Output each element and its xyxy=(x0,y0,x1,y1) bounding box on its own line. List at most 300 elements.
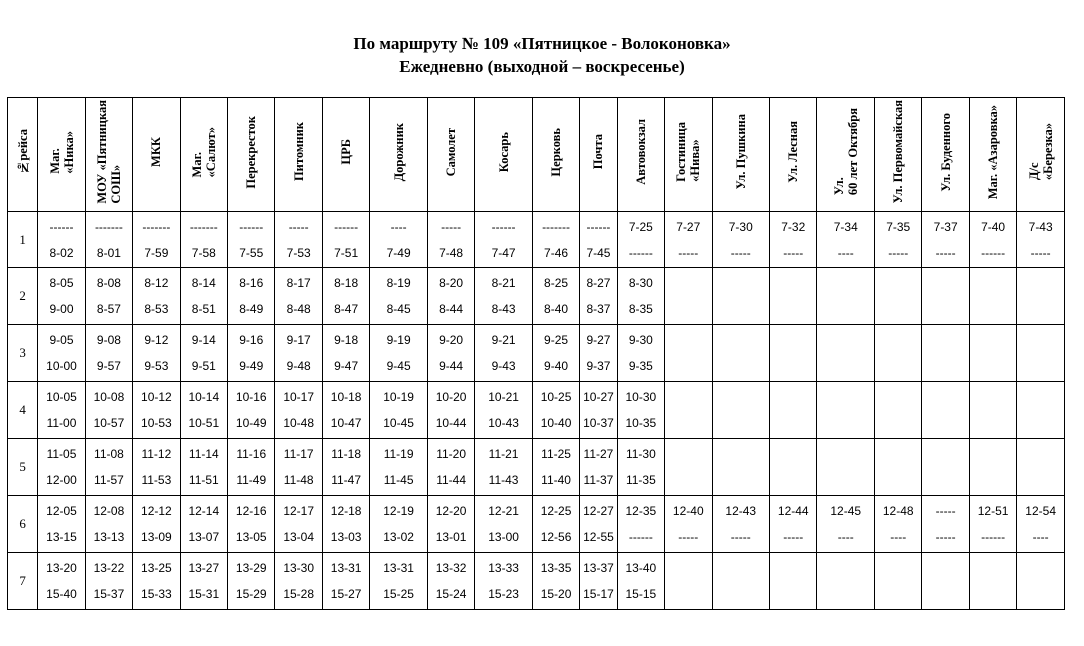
time-out xyxy=(922,270,968,296)
table-cell xyxy=(228,496,275,553)
table-cell xyxy=(427,268,474,325)
time-back: 8-37 xyxy=(586,302,611,316)
time-out: 11-14 xyxy=(188,447,219,461)
time-out: 8-18 xyxy=(334,276,359,290)
time-back xyxy=(713,410,770,436)
time-out xyxy=(875,327,921,353)
table-cell xyxy=(617,325,664,382)
time-out: 13-31 xyxy=(330,561,362,575)
table-cell xyxy=(38,325,85,382)
time-back xyxy=(970,296,1016,322)
column-header-stop xyxy=(1017,98,1065,212)
time-out: 9-30 xyxy=(628,333,653,347)
table-cell xyxy=(370,439,428,496)
time-out: 11-20 xyxy=(436,447,466,461)
table-cell xyxy=(665,496,712,553)
table-cell xyxy=(969,382,1016,439)
time-back: 15-20 xyxy=(540,587,572,601)
time-back: 10-35 xyxy=(625,416,657,430)
time-back: 8-40 xyxy=(544,302,569,316)
time-back xyxy=(875,467,921,493)
table-cell xyxy=(617,212,664,268)
time-out: 7-40 xyxy=(981,219,1006,234)
time-back xyxy=(770,467,816,493)
time-back: 10-37 xyxy=(583,416,614,430)
time-out: 12-18 xyxy=(330,504,362,518)
time-out xyxy=(817,384,874,410)
table-cell xyxy=(817,268,875,325)
time-out: ----- xyxy=(288,219,309,234)
time-out: 7-43 xyxy=(1028,219,1053,234)
table-cell xyxy=(770,212,817,268)
time-back xyxy=(665,581,711,607)
table-cell xyxy=(617,268,664,325)
time-out: ----- xyxy=(935,504,956,518)
time-out: 10-16 xyxy=(235,390,267,404)
table-cell xyxy=(770,496,817,553)
table-cell xyxy=(475,325,533,382)
table-cell xyxy=(275,553,322,610)
table-cell xyxy=(1017,268,1065,325)
table-cell xyxy=(38,439,85,496)
time-back: 11-47 xyxy=(331,473,362,487)
time-back: 11-51 xyxy=(188,473,219,487)
column-header-stop xyxy=(370,98,428,212)
time-out: 12-51 xyxy=(977,504,1009,518)
table-cell xyxy=(370,325,428,382)
time-back: 9-57 xyxy=(96,359,121,373)
table-cell xyxy=(275,212,322,268)
time-back: 9-45 xyxy=(386,359,411,373)
time-back: 10-44 xyxy=(435,416,467,430)
table-cell xyxy=(133,439,180,496)
time-back xyxy=(817,410,874,436)
time-out: 10-19 xyxy=(383,390,414,404)
schedule-table xyxy=(7,97,1065,610)
table-cell xyxy=(817,382,875,439)
time-out: 8-27 xyxy=(586,276,611,290)
table-cell xyxy=(133,382,180,439)
time-back: 9-51 xyxy=(191,359,216,373)
table-cell xyxy=(180,268,227,325)
time-out: 8-16 xyxy=(239,276,264,290)
time-out: 12-16 xyxy=(235,504,267,518)
time-out: 7-32 xyxy=(781,219,806,234)
time-back: 7-45 xyxy=(586,245,611,260)
table-cell xyxy=(922,553,969,610)
table-cell xyxy=(875,553,922,610)
time-out xyxy=(922,327,968,353)
table-cell xyxy=(817,212,875,268)
time-back: 8-43 xyxy=(491,302,516,316)
time-out: 13-27 xyxy=(188,561,220,575)
table-cell xyxy=(770,439,817,496)
table-cell xyxy=(475,439,533,496)
time-out: 13-31 xyxy=(383,561,414,575)
time-out: 13-33 xyxy=(488,561,519,575)
time-out xyxy=(665,384,711,410)
time-out xyxy=(875,555,921,581)
table-cell xyxy=(475,382,533,439)
table-cell xyxy=(427,325,474,382)
trip-number: 3 xyxy=(8,325,38,382)
column-header-stop xyxy=(817,98,875,212)
table-cell xyxy=(228,553,275,610)
time-out xyxy=(1017,327,1064,353)
column-header-label: Ул. 60 лет Октября xyxy=(831,108,860,196)
time-out: 10-27 xyxy=(583,390,614,404)
table-cell xyxy=(922,212,969,268)
time-back: ------ xyxy=(628,530,653,544)
time-back xyxy=(922,353,968,379)
time-back: 10-00 xyxy=(46,359,77,373)
time-back: 15-33 xyxy=(141,587,172,601)
time-back xyxy=(1017,410,1064,436)
time-back xyxy=(970,353,1016,379)
time-out xyxy=(1017,384,1064,410)
time-out: 10-05 xyxy=(46,390,77,404)
table-cell xyxy=(580,325,617,382)
time-back: 9-00 xyxy=(49,302,74,316)
time-back: ----- xyxy=(783,530,804,544)
time-out: 11-05 xyxy=(46,447,77,461)
time-back: ----- xyxy=(783,245,804,260)
table-cell xyxy=(969,553,1016,610)
time-out: 11-17 xyxy=(283,447,314,461)
column-header-label: Ул. Первомайская xyxy=(891,100,906,204)
page-subtitle: Ежедневно (выходной – воскресенье) xyxy=(399,57,685,76)
column-header-label: Дорожник xyxy=(391,122,406,182)
table-cell xyxy=(665,439,712,496)
time-back xyxy=(875,410,921,436)
table-cell xyxy=(1017,553,1065,610)
time-out xyxy=(713,384,770,410)
table-cell xyxy=(275,268,322,325)
table-cell xyxy=(875,496,922,553)
time-out: 10-20 xyxy=(435,390,467,404)
time-out: 12-08 xyxy=(93,504,125,518)
table-cell xyxy=(427,553,474,610)
time-back: 9-53 xyxy=(144,359,169,373)
time-out: 12-40 xyxy=(672,504,704,518)
table-cell xyxy=(770,382,817,439)
time-back: 12-56 xyxy=(540,530,572,544)
table-cell xyxy=(617,439,664,496)
table-cell xyxy=(427,439,474,496)
time-out: 9-21 xyxy=(491,333,516,347)
time-out: 7-27 xyxy=(676,219,701,234)
table-cell xyxy=(1017,439,1065,496)
table-cell xyxy=(370,553,428,610)
time-back: 15-28 xyxy=(283,587,315,601)
time-out xyxy=(665,327,711,353)
trip-number: 1 xyxy=(8,212,38,268)
time-back: 15-15 xyxy=(625,587,657,601)
time-back xyxy=(922,581,968,607)
time-back: 10-40 xyxy=(540,416,572,430)
table-cell xyxy=(617,496,664,553)
time-back: 15-37 xyxy=(93,587,125,601)
table-cell xyxy=(532,382,579,439)
time-out: 12-27 xyxy=(583,504,614,518)
table-cell xyxy=(38,268,85,325)
table-cell xyxy=(322,382,369,439)
time-out xyxy=(770,384,816,410)
column-header-trip-number xyxy=(8,98,38,212)
time-back: 13-09 xyxy=(141,530,172,544)
time-out xyxy=(770,327,816,353)
time-back xyxy=(922,410,968,436)
time-back xyxy=(1017,296,1064,322)
time-back xyxy=(922,467,968,493)
table-cell xyxy=(770,553,817,610)
time-back: 10-43 xyxy=(488,416,519,430)
table-cell xyxy=(712,553,770,610)
table-cell xyxy=(532,553,579,610)
column-header-stop xyxy=(38,98,85,212)
time-back: 9-49 xyxy=(239,359,264,373)
column-header-label: ЦРБ xyxy=(339,139,354,165)
column-header-label: Косарь xyxy=(496,131,511,173)
time-back xyxy=(1017,467,1064,493)
column-header-label: Ул. Буденного xyxy=(938,112,953,192)
table-cell xyxy=(275,496,322,553)
table-cell xyxy=(922,496,969,553)
time-back: 9-44 xyxy=(439,359,464,373)
time-back: ----- xyxy=(730,530,751,544)
time-out xyxy=(770,441,816,467)
time-out: ------ xyxy=(239,219,264,234)
time-back: ----- xyxy=(935,245,956,260)
time-back: 8-01 xyxy=(96,245,121,260)
table-cell xyxy=(1017,325,1065,382)
table-cell xyxy=(133,325,180,382)
time-back: 10-57 xyxy=(93,416,125,430)
time-out: ------- xyxy=(542,219,571,234)
table-cell xyxy=(180,212,227,268)
table-cell xyxy=(38,496,85,553)
time-back xyxy=(770,353,816,379)
time-back xyxy=(713,581,770,607)
trip-number: 2 xyxy=(8,268,38,325)
table-cell xyxy=(85,439,132,496)
table-cell xyxy=(770,325,817,382)
time-out xyxy=(713,327,770,353)
time-out: 8-30 xyxy=(628,276,653,290)
table-cell xyxy=(817,553,875,610)
table-cell xyxy=(133,268,180,325)
table-cell xyxy=(712,382,770,439)
time-back: 15-40 xyxy=(46,587,77,601)
time-out: 10-21 xyxy=(488,390,519,404)
table-cell xyxy=(370,382,428,439)
time-out: ------- xyxy=(142,219,171,234)
table-cell xyxy=(85,325,132,382)
table-cell xyxy=(580,212,617,268)
time-out: 9-16 xyxy=(239,333,264,347)
time-out: 12-20 xyxy=(435,504,467,518)
page-title: По маршруту № 109 «Пятницкое - Волоконовка» xyxy=(353,34,731,53)
header-row xyxy=(8,98,1065,212)
time-out: 10-08 xyxy=(93,390,125,404)
time-out xyxy=(970,384,1016,410)
time-back: 13-03 xyxy=(330,530,362,544)
table-cell xyxy=(875,439,922,496)
time-back: ------ xyxy=(628,245,653,260)
table-cell xyxy=(427,496,474,553)
time-back: 15-23 xyxy=(488,587,519,601)
time-back: 8-44 xyxy=(439,302,464,316)
time-back: 12-00 xyxy=(46,473,77,487)
time-back: 8-57 xyxy=(96,302,121,316)
table-cell xyxy=(1017,382,1065,439)
time-back: ---- xyxy=(837,245,854,260)
time-out: 11-18 xyxy=(331,447,362,461)
time-back: 9-37 xyxy=(586,359,611,373)
table-cell xyxy=(322,439,369,496)
time-back: ----- xyxy=(888,245,909,260)
time-back: 10-51 xyxy=(188,416,220,430)
time-back: 9-40 xyxy=(544,359,569,373)
table-cell xyxy=(370,268,428,325)
time-out: 12-44 xyxy=(777,504,809,518)
column-header-stop xyxy=(427,98,474,212)
table-cell xyxy=(922,439,969,496)
table-cell xyxy=(712,496,770,553)
time-out xyxy=(970,327,1016,353)
time-back: 13-04 xyxy=(283,530,315,544)
time-back: 11-49 xyxy=(236,473,267,487)
column-header-stop xyxy=(475,98,533,212)
time-out xyxy=(665,555,711,581)
column-header-label: МОУ «Пятницкая СОШ» xyxy=(94,100,123,204)
time-out: 12-17 xyxy=(283,504,315,518)
time-back xyxy=(713,353,770,379)
time-out: 10-17 xyxy=(283,390,315,404)
column-header-stop xyxy=(180,98,227,212)
time-back: 8-51 xyxy=(191,302,216,316)
table-cell xyxy=(580,439,617,496)
table-cell xyxy=(85,382,132,439)
time-out xyxy=(817,327,874,353)
time-out: 8-12 xyxy=(144,276,169,290)
time-back xyxy=(713,296,770,322)
time-back: 10-47 xyxy=(330,416,362,430)
time-out: 11-19 xyxy=(383,447,414,461)
time-back xyxy=(1017,581,1064,607)
table-cell xyxy=(85,553,132,610)
table-cell xyxy=(617,382,664,439)
time-out xyxy=(970,555,1016,581)
time-back: ---- xyxy=(890,530,907,544)
column-header-label: Перекресток xyxy=(244,115,259,189)
time-out xyxy=(817,555,874,581)
time-out: 11-08 xyxy=(94,447,124,461)
table-cell xyxy=(322,268,369,325)
time-back: 13-01 xyxy=(435,530,467,544)
time-out xyxy=(1017,270,1064,296)
column-header-stop xyxy=(322,98,369,212)
time-out: 12-35 xyxy=(625,504,657,518)
time-back: 10-45 xyxy=(383,416,414,430)
table-cell xyxy=(532,325,579,382)
time-back: 11-37 xyxy=(583,473,614,487)
time-back xyxy=(817,296,874,322)
time-out xyxy=(922,441,968,467)
table-cell xyxy=(875,325,922,382)
time-out: 9-20 xyxy=(439,333,464,347)
table-cell xyxy=(875,382,922,439)
time-out: ------- xyxy=(189,219,218,234)
time-back: 15-31 xyxy=(188,587,220,601)
column-header-label: Питомник xyxy=(291,122,306,182)
time-out: 7-34 xyxy=(833,219,858,234)
table-cell xyxy=(475,496,533,553)
table-cell xyxy=(665,553,712,610)
time-back xyxy=(770,296,816,322)
table-cell xyxy=(38,212,85,268)
column-header-label: Гостиница «Нива» xyxy=(674,122,703,182)
time-out: 12-19 xyxy=(383,504,414,518)
time-back: 9-35 xyxy=(628,359,653,373)
table-row xyxy=(8,439,1065,496)
time-out: ---- xyxy=(390,219,407,234)
table-cell xyxy=(969,268,1016,325)
time-out xyxy=(875,384,921,410)
time-back xyxy=(875,581,921,607)
table-cell xyxy=(665,268,712,325)
column-header-stop xyxy=(875,98,922,212)
time-out xyxy=(817,270,874,296)
time-out: 12-14 xyxy=(188,504,220,518)
time-out xyxy=(922,384,968,410)
table-row xyxy=(8,496,1065,553)
time-out: 9-17 xyxy=(286,333,311,347)
time-back: 7-47 xyxy=(491,245,516,260)
time-back xyxy=(665,353,711,379)
time-back xyxy=(875,296,921,322)
time-out: 8-08 xyxy=(96,276,121,290)
time-back: 10-49 xyxy=(235,416,267,430)
time-out: 7-30 xyxy=(728,219,753,234)
time-back xyxy=(970,467,1016,493)
time-out: 9-18 xyxy=(334,333,359,347)
column-header-stop xyxy=(770,98,817,212)
time-out: 13-32 xyxy=(435,561,467,575)
time-back xyxy=(665,296,711,322)
time-back: ----- xyxy=(935,530,956,544)
time-back: 13-05 xyxy=(235,530,267,544)
time-back: 7-51 xyxy=(334,245,359,260)
table-cell xyxy=(180,382,227,439)
table-cell xyxy=(475,268,533,325)
table-cell xyxy=(180,496,227,553)
table-cell xyxy=(427,212,474,268)
time-out: 9-19 xyxy=(386,333,411,347)
time-out xyxy=(875,441,921,467)
time-out: 9-25 xyxy=(544,333,569,347)
table-cell xyxy=(922,382,969,439)
time-out: 12-54 xyxy=(1025,504,1056,518)
table-cell xyxy=(228,439,275,496)
time-back: 8-45 xyxy=(386,302,411,316)
time-out xyxy=(770,555,816,581)
time-back: 8-48 xyxy=(286,302,311,316)
time-out: 7-35 xyxy=(886,219,911,234)
time-back: 13-15 xyxy=(46,530,77,544)
time-out: 13-22 xyxy=(93,561,125,575)
time-out: 13-35 xyxy=(540,561,572,575)
